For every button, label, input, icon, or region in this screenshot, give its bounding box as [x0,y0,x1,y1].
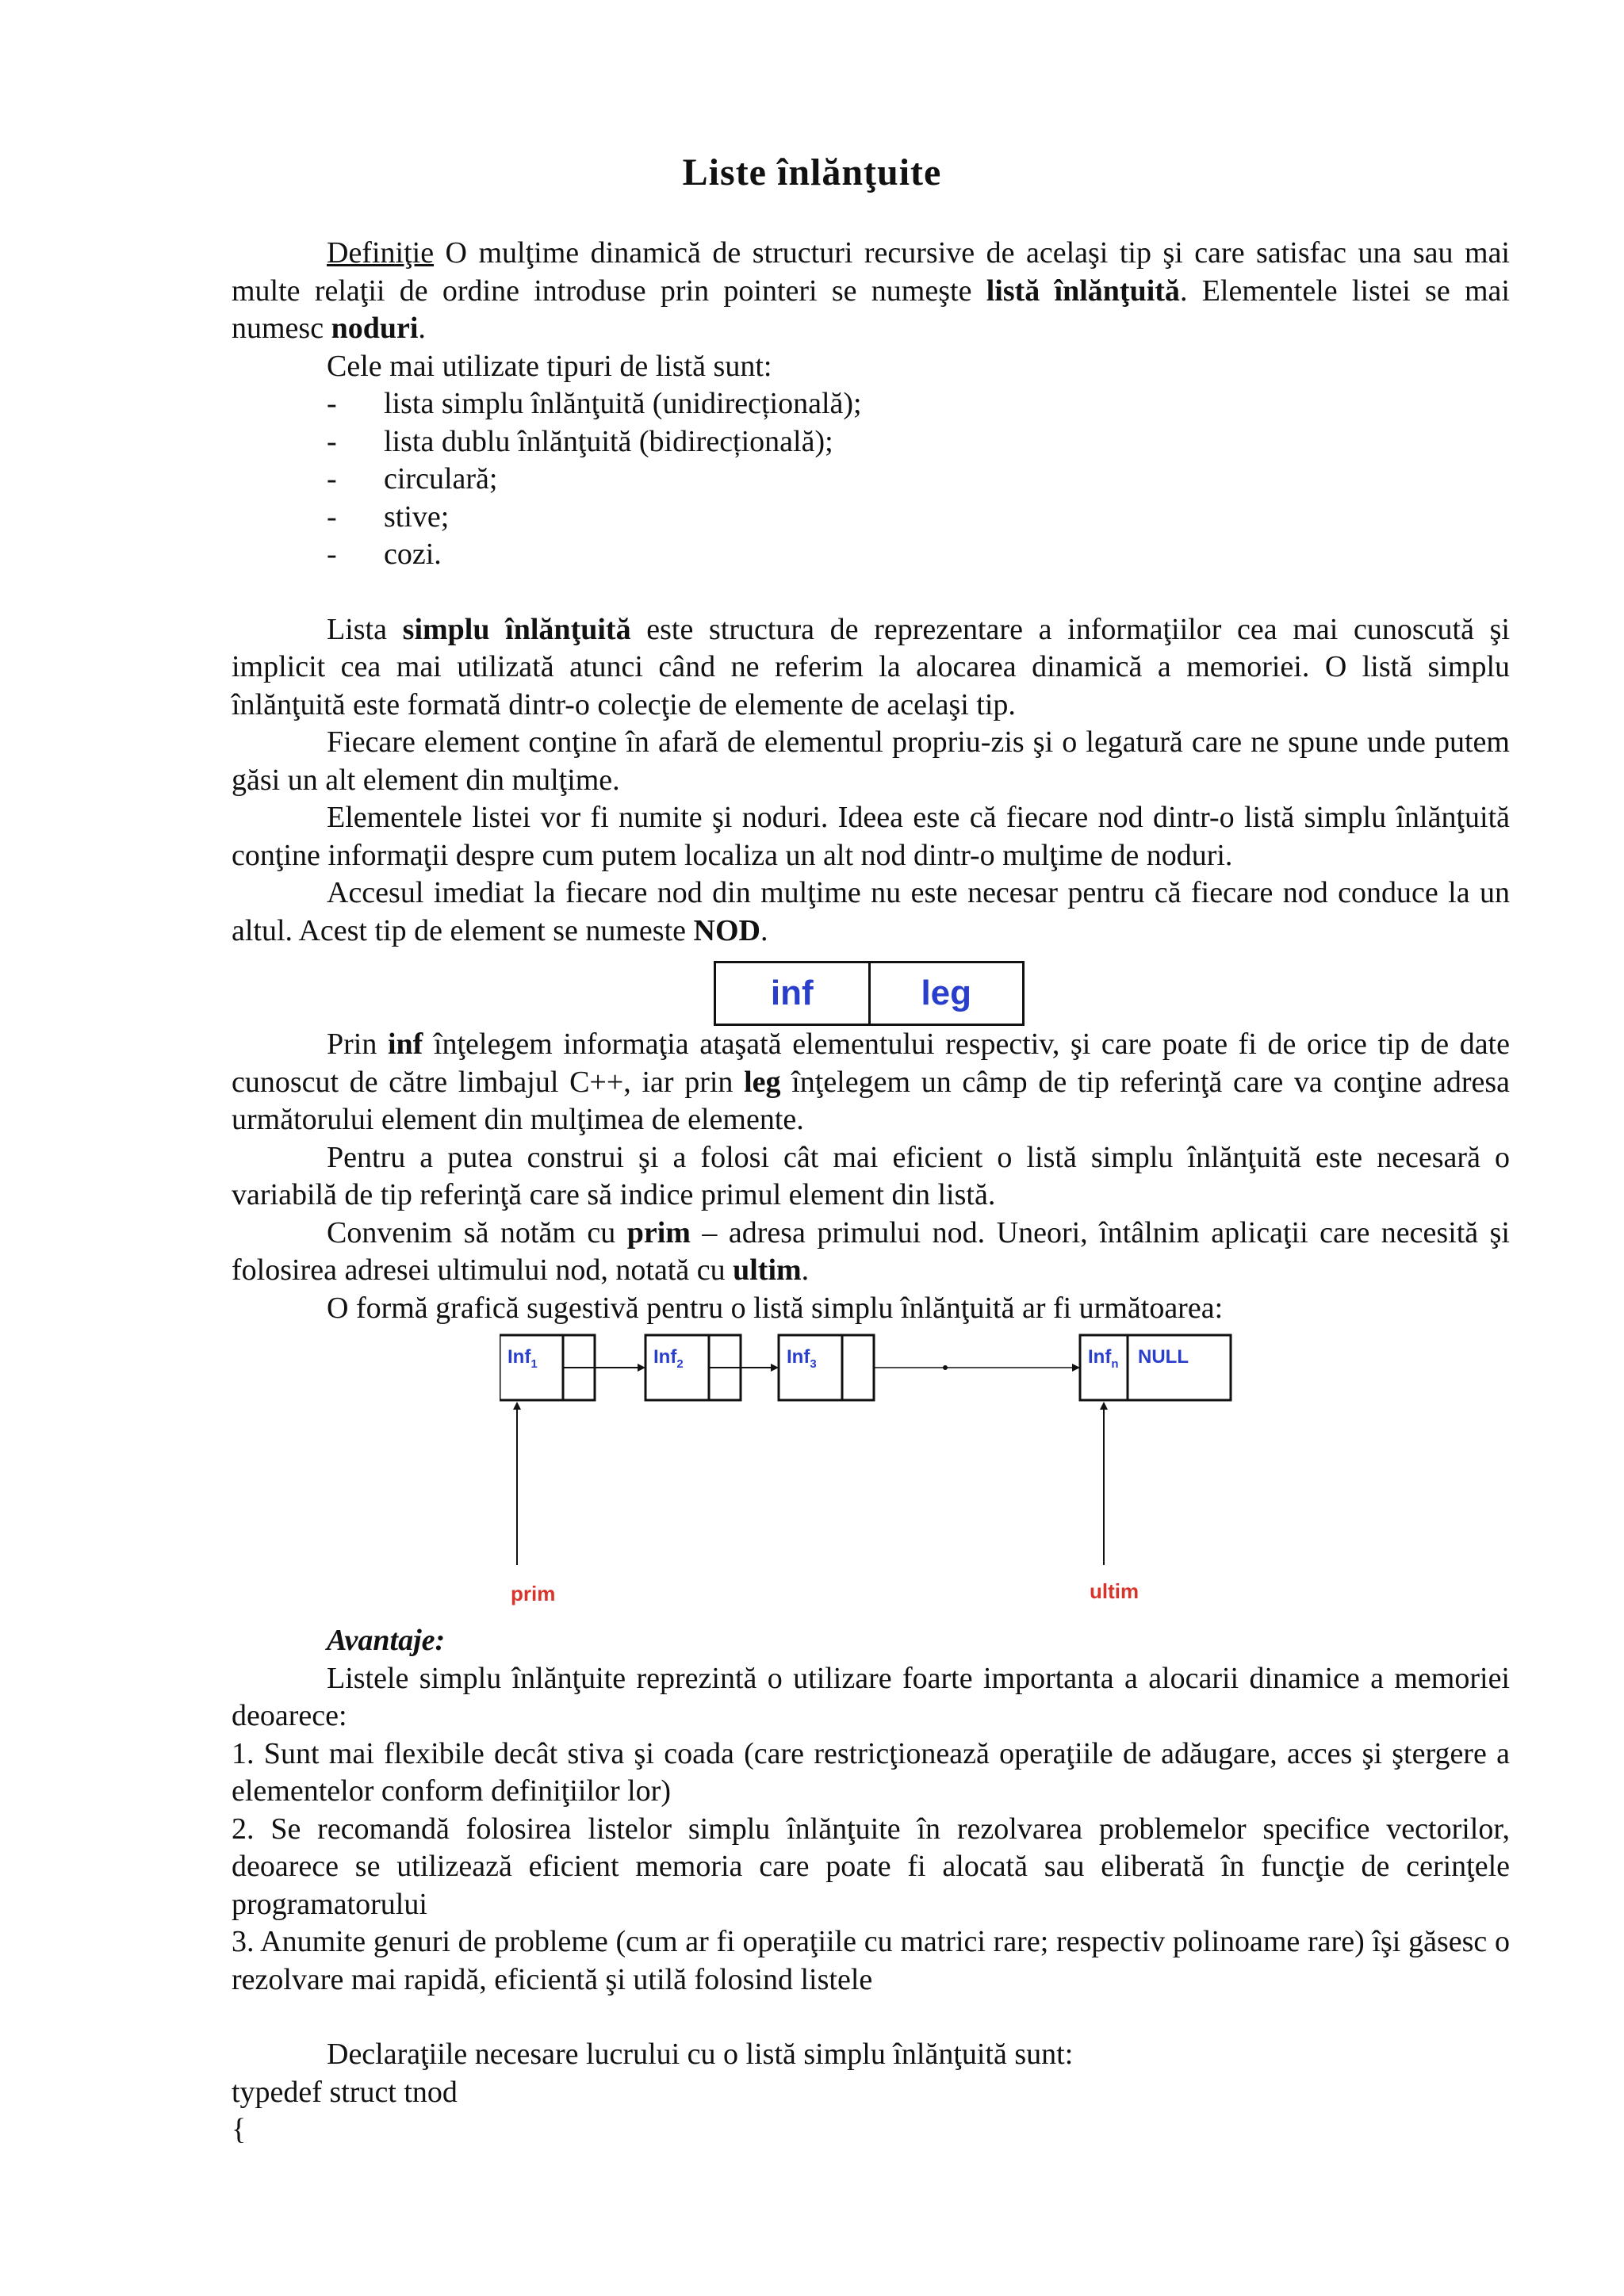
definition-text: O mulţime dinamică de structuri recursive de acelaşi tip şi care satisfac una sau mai multe relaţii de ordine introduse prin pointeri se numeşte [232,236,1510,308]
list-item-text: lista dublu înlănţuită (bidirecțională); [384,424,833,458]
linked-list-diagram [232,1327,1510,1622]
paragraph-text: Accesul imediat la fiecare nod din mulţime nu este necesar pentru că fiecare nod conduce la un altul. Acest tip de element se numeste [232,876,1510,947]
definition-term: Definiţie [327,236,435,270]
paragraph-text: înţelegem informaţia ataşată elementului respectiv, şi care poate fi de orice tip de date cunoscut de către limbajul C++, iar prin [232,1027,1510,1099]
node-2-label: Inf [653,1346,677,1368]
prim-paragraph [232,1215,1510,1290]
definition-bold-nodes: noduri [331,312,419,345]
types-list [232,385,1510,574]
node-box [714,961,1025,1026]
document-body [232,235,1510,2149]
paragraph-bold: prim [626,1215,691,1249]
paragraph-text: . [801,1253,810,1287]
graphic-intro-paragraph: O formă grafică sugestivă pentru o listă simplu înlănţuită ar fi următoarea: [327,1291,1224,1325]
node-n-sub: n [1111,1357,1119,1371]
list-item-text: lista simplu înlănţuită (unidirecțională); [384,387,862,420]
list-item: - circulară; [327,462,498,496]
definition-bold-term: listă înlănţuită [986,274,1180,308]
code-line-1: typedef struct tnod [232,2075,458,2109]
paragraph-text: . [760,913,768,947]
list-item: - cozi. [327,538,442,571]
list-node-3 [779,1335,874,1400]
advantage-item-1: 1. Sunt mai flexibile decât stiva şi coada (care restricţionează operaţiile de adăugare, acces şi ştergere a elementelor conform definiţiilor lor) [232,1736,1510,1808]
list-item-text: circulară; [384,462,498,496]
list-item: - lista simplu înlănţuită (unidirecțională); [327,387,862,420]
definition-text: . Elementele listei se mai numesc [232,274,1510,345]
node-leg-field: leg [868,963,1023,1024]
advantage-item-2: 2. Se recomandă folosirea listelor simplu înlănţuite în rezolvarea problemelor specifice vectorilor, deoarece se utilizează eficient memoria care poate fi alocată sau eliberată în funcţie de cerinţele programatorului [232,1812,1510,1921]
advantages-intro: Listele simplu înlănţuite reprezintă o utilizare foarte importanta a alocarii dinamice a memoriei deoarece: [232,1661,1510,1732]
inf-leg-paragraph [232,1026,1510,1139]
paragraph-bold: inf [387,1027,423,1061]
declarations-intro: Declaraţiile necesare lucrului cu o listă simplu înlănţuită sunt: [327,2038,1074,2071]
node-3-label: Inf [787,1346,810,1368]
list-item: - lista dublu înlănţuită (bidirecțională); [327,424,833,458]
paragraph-text: Lista [327,612,403,646]
access-paragraph [232,874,1510,950]
advantages-heading [232,1622,1510,1660]
ultim-label: ultim [1090,1579,1139,1603]
node-inf-field: inf [770,974,814,1013]
node-1-sub: 1 [530,1357,538,1371]
nodes-paragraph: Elementele listei vor fi numite şi noduri. Ideea este că fiecare nod dintr-o listă simplu înlănţuită conţine informaţii despre cum putem localiza un alt nod dintr-o mulţime de noduri. [232,801,1510,872]
null-label: NULL [1138,1346,1189,1368]
node-3-sub: 3 [810,1357,817,1371]
simple-list-paragraph [232,611,1510,725]
paragraph-text: înţelegem un câmp de tip referinţă care va conţine adresa următorului element din mulţimea de elemente. [232,1065,1510,1136]
linked-list-svg [500,1327,1261,1622]
advantage-item-3: 3. Anumite genuri de probleme (cum ar fi operaţiile cu matrici rare; respectiv polinoame rare) îşi găsesc o rezolvare mai rapidă, eficientă şi utilă folosind listele [232,1925,1510,1996]
page-title: Liste înlănţuite [682,151,942,193]
definition-paragraph [232,235,1510,348]
paragraph-text: – adresa primului nod. Uneori, întâlnim aplicaţii care necesită şi folosirea adresei ultimului nod, notată cu [232,1215,1510,1287]
list-item-text: stive; [384,499,450,534]
advantages-heading-text: Avantaje: [327,1624,446,1657]
node-n-label: Inf [1088,1346,1112,1368]
paragraph-text: Prin [327,1027,388,1061]
paragraph-bold: simplu înlănţuită [402,612,631,646]
paragraph-text: Convenim să notăm cu [327,1215,627,1249]
code-line-2: { [232,2113,247,2146]
node-2-sub: 2 [676,1357,684,1371]
node-1-label: Inf [508,1346,531,1368]
list-node-n [1080,1335,1231,1400]
paragraph-bold: leg [744,1065,781,1099]
definition-text: . [418,312,426,345]
paragraph-bold: NOD [693,913,760,947]
ellipsis-dot [943,1365,948,1370]
variable-paragraph: Pentru a putea construi şi a folosi cât mai eficient o listă simplu înlănţuită este necesară o variabilă de tip referinţă care să indice primul element din listă. [232,1140,1510,1211]
types-intro: Cele mai utilizate tipuri de listă sunt: [327,349,772,383]
node-structure-figure [232,950,1510,1026]
element-paragraph: Fiecare element conţine în afară de elementul propriu-zis şi o legatură care ne spune unde putem găsi un alt element din mulţime. [232,725,1510,797]
list-item: - stive; [327,499,450,534]
list-item-text: cozi. [384,538,442,571]
prim-label: prim [511,1582,556,1605]
paragraph-text: este structura de reprezentare a informaţiilor cea mai cunoscută şi implicit cea mai utilizată atunci când ne referim la alocarea dinamică a memoriei. O listă simplu înlănţuită este formată dintr-o colecţie de elemente de acelaşi tip. [232,612,1510,721]
paragraph-bold: ultim [733,1253,802,1287]
